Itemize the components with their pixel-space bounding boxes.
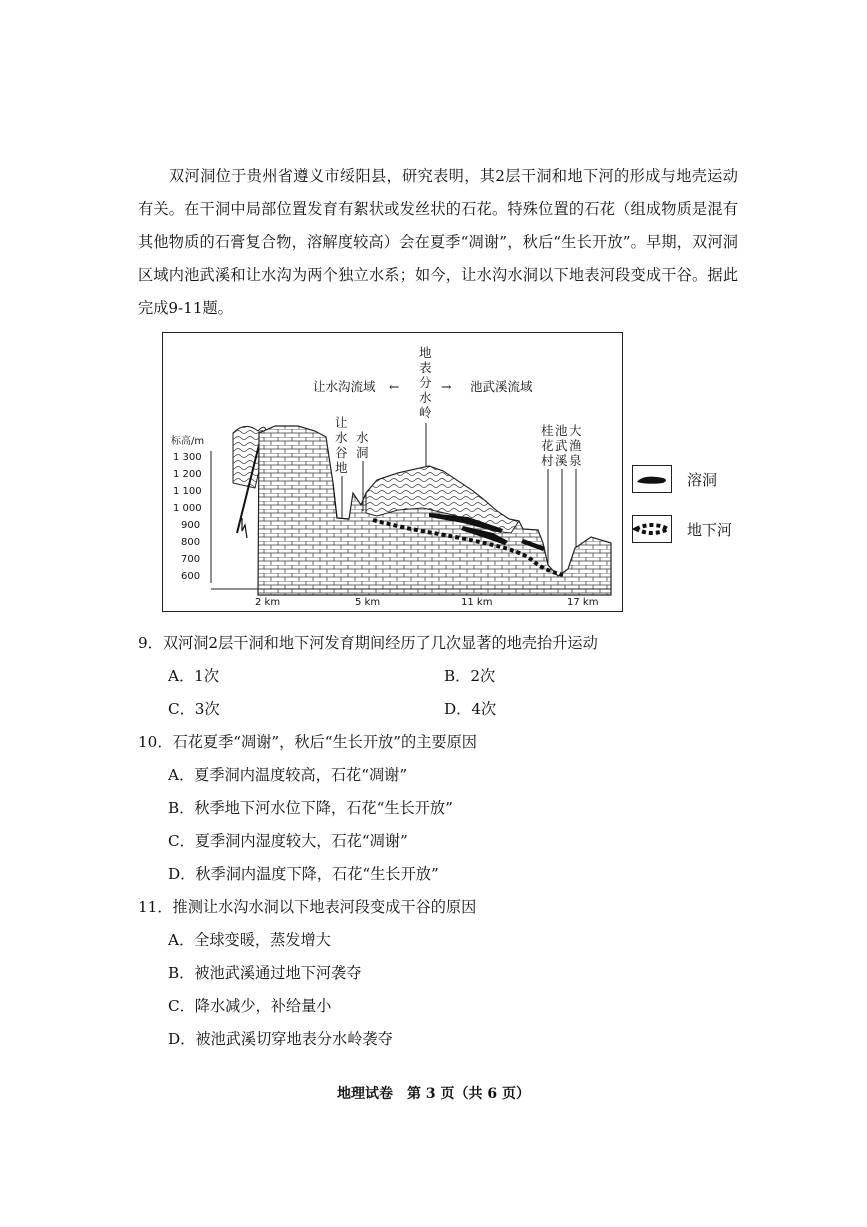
arrow-left: ← xyxy=(389,379,400,394)
svg-text:池: 池 xyxy=(555,423,568,438)
x-tick: 5 km xyxy=(355,597,381,608)
svg-text:村: 村 xyxy=(541,453,554,468)
q10-option-d: D．秋季洞内温度下降，石花“生长开放” xyxy=(168,865,439,883)
y-tick: 900 xyxy=(181,520,201,531)
q9-option-d: D．4次 xyxy=(444,700,497,718)
svg-text:大: 大 xyxy=(569,423,582,438)
svg-text:地: 地 xyxy=(419,345,432,360)
cross-section-figure xyxy=(162,332,623,612)
svg-text:分: 分 xyxy=(419,375,432,390)
svg-text:武: 武 xyxy=(555,438,568,453)
q10-option-c: C．夏季洞内湿度较大，石花“凋谢” xyxy=(168,832,408,850)
question-9: 9．双河洞2层干洞和地下河发育期间经历了几次显著的地壳抬升运动 xyxy=(138,634,598,652)
q11-option-d: D．被池武溪切穿地表分水岭袭夺 xyxy=(168,1030,393,1048)
question-11: 11．推测让水沟水洞以下地表河段变成干谷的原因 xyxy=(138,898,477,916)
q10-option-a: A．夏季洞内温度较高，石花“凋谢” xyxy=(168,766,408,784)
intro-text xyxy=(138,160,738,325)
x-tick: 11 km xyxy=(461,597,493,608)
svg-text:泉: 泉 xyxy=(569,453,582,468)
svg-text:桂: 桂 xyxy=(541,423,554,438)
intro-paragraph: 双河洞位于贵州省遵义市绥阳县，研究表明，其2层干洞和地下河的形成与地壳运动有关。在干洞中局部位置发育有絮状或发丝状的石花。特殊位置的石花（组成物质是混有其他物质的石膏复合物，溶解度较高）会在夏季“凋谢”，秋后“生长开放”。早期，双河洞区域内池武溪和让水沟为两个独立水系；如今，让水沟水洞以下地表河段变成干谷。据此完成9-11题。 xyxy=(138,167,738,317)
arrow-right: → xyxy=(441,379,452,394)
svg-text:地: 地 xyxy=(335,460,348,475)
legend xyxy=(632,465,772,555)
svg-text:谷: 谷 xyxy=(335,445,348,460)
q9-option-b: B．2次 xyxy=(444,667,496,685)
svg-text:让: 让 xyxy=(335,415,348,430)
y-tick: 1 100 xyxy=(173,486,202,497)
q9-option-c: C．3次 xyxy=(168,700,220,718)
page-footer: 地理试卷 第 3 页（共 6 页） xyxy=(337,1086,530,1102)
y-ticks xyxy=(173,452,202,582)
right-basin-label: 池武溪流域 xyxy=(470,379,533,394)
svg-text:表: 表 xyxy=(419,360,432,375)
x-tick: 17 km xyxy=(567,597,599,608)
y-tick: 800 xyxy=(181,537,201,548)
q11-option-c: C．降水减少，补给量小 xyxy=(168,997,332,1015)
valley-label xyxy=(335,415,348,475)
y-axis-label: 标高/m xyxy=(171,436,205,447)
dayu-label xyxy=(569,423,582,468)
y-tick: 1 000 xyxy=(173,503,202,514)
svg-text:渔: 渔 xyxy=(569,438,582,453)
svg-text:水: 水 xyxy=(356,430,369,445)
cross-section-svg xyxy=(163,333,622,611)
y-tick: 600 xyxy=(181,571,201,582)
y-tick: 1 200 xyxy=(173,469,202,480)
fault-arrow xyxy=(242,518,247,538)
left-basin-label: 让水沟流域 xyxy=(313,379,376,394)
q10-option-b: B．秋季地下河水位下降，石花“生长开放” xyxy=(168,799,453,817)
question-10: 10．石花夏季“凋谢”，秋后“生长开放”的主要原因 xyxy=(138,733,477,751)
x-tick: 2 km xyxy=(255,597,281,608)
y-tick: 1 300 xyxy=(173,452,202,463)
q11-option-a: A．全球变暖，蒸发增大 xyxy=(168,931,331,949)
guihua-label xyxy=(541,423,554,468)
water-cave-label xyxy=(356,430,369,460)
svg-text:洞: 洞 xyxy=(356,445,369,460)
x-ticks xyxy=(255,597,598,608)
y-tick: 700 xyxy=(181,554,201,565)
legend-river-label: 地下河 xyxy=(687,521,733,539)
legend-cave-swatch xyxy=(632,465,672,493)
svg-text:花: 花 xyxy=(541,438,554,453)
svg-text:溪: 溪 xyxy=(555,453,568,468)
q9-option-a: A．1次 xyxy=(168,667,220,685)
svg-text:水: 水 xyxy=(419,390,432,405)
q11-option-b: B．被池武溪通过地下河袭夺 xyxy=(168,964,362,982)
divide-label xyxy=(419,345,432,420)
svg-text:水: 水 xyxy=(335,430,348,445)
legend-river-swatch xyxy=(632,515,672,543)
chiwu-label xyxy=(555,423,568,468)
legend-cave-label: 溶洞 xyxy=(687,471,718,489)
svg-text:岭: 岭 xyxy=(419,405,432,420)
